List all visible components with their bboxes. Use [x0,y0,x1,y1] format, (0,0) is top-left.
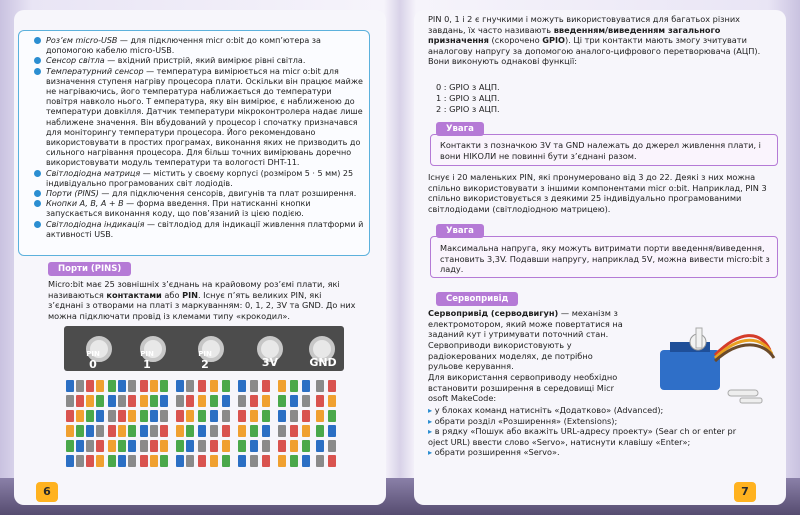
pin-function-chip [222,425,230,437]
pin-function-chip [176,395,184,407]
pin-function-chip [328,440,336,452]
list-item: Світлодіодна матриця — містить у своєму корпусі (розміром 5 · 5 мм) 25 індивідуально програмованих світ лодіодів. [34,169,364,189]
bullet-icon [34,190,41,197]
list-item: Роз’єм micro-USB — для підключення micr o:bit до комп’ютера за допомогою кабелю micro-USB. [34,36,364,56]
pin-function-chip [290,455,298,467]
pin-function-chip [128,395,136,407]
pin-function-chip [108,440,116,452]
pin-function-chip [210,380,218,392]
pin-function-chip [176,410,184,422]
small-pin-column [140,380,148,480]
pin-function-chip [160,425,168,437]
pin-function-chip [118,425,126,437]
pin-function-chip [150,395,158,407]
pin-function-chip [262,425,270,437]
pin-function-chip [328,425,336,437]
small-pin-column [198,380,206,480]
small-pin-column [290,380,298,480]
gpio-line: 2 : GPIO з АЦП. [436,104,500,114]
pin-function-chip [160,380,168,392]
pin-function-chip [118,440,126,452]
pin-function-chip [210,425,218,437]
pin-function-chip [128,455,136,467]
pin-function-chip [186,440,194,452]
pin-function-chip [250,425,258,437]
pin-function-chip [316,380,324,392]
pin-function-chip [140,425,148,437]
servo-section-tag: Сервопривід [436,292,518,306]
pin-function-chip [76,425,84,437]
small-pin-column [186,380,194,480]
pin-function-chip [278,440,286,452]
list-item: ▸ у блоках команд натисніть «Додатково» (Advanced); [428,405,664,415]
small-pin-column [238,380,246,480]
servo-usage: Сервоприводи використовують у радіокерованих моделях, де потрібно рульове керування. [428,340,593,372]
pin-function-chip [118,395,126,407]
pin-function-chip [278,380,286,392]
small-pin-column [76,380,84,480]
gpio-line: 0 : GPIO з АЦП. [436,82,500,92]
pin-function-chip [150,425,158,437]
pin-function-chip [118,380,126,392]
bullet-icon [34,37,41,44]
pin-function-chip [176,440,184,452]
pin-function-chip [278,410,286,422]
pin-function-chip [86,380,94,392]
pin-function-chip [66,425,74,437]
pin-function-chip [316,440,324,452]
pin-function-chip [316,410,324,422]
pin-function-chip [316,455,324,467]
pin-function-chip [176,455,184,467]
pin-function-chip [96,440,104,452]
pin-function-chip [128,440,136,452]
pin-function-chip [262,440,270,452]
pin-function-chip [96,425,104,437]
arrow-icon: ▸ [428,415,433,426]
pin-function-chip [238,440,246,452]
pin-function-chip [328,380,336,392]
pin-function-chip [186,425,194,437]
pin-function-chip [76,410,84,422]
arrow-icon: ▸ [428,426,433,437]
small-pin-column [150,380,158,480]
pin-function-chip [66,440,74,452]
pin-function-chip [86,410,94,422]
pin-function-chip [222,440,230,452]
pin-function-chip [118,455,126,467]
list-item: Сенсор світла — вхідний пристрій, який вимірює рівні світла. [34,56,364,66]
pin-function-chip [140,410,148,422]
pin-function-chip [198,410,206,422]
small-pin-column [250,380,258,480]
pin-function-chip [222,410,230,422]
pin-function-chip [222,455,230,467]
pin-function-chip [108,410,116,422]
pin-function-chip [86,440,94,452]
pin-function-chip [128,410,136,422]
pin-function-chip [160,395,168,407]
pin-function-chip [250,440,258,452]
page-number: 6 [36,482,58,502]
pin-function-chip [176,380,184,392]
gpio-line: 1 : GPIO з АЦП. [436,93,500,103]
bullet-icon [34,200,41,207]
pin-function-chip [86,425,94,437]
warning-tag: Увага [436,122,484,136]
pin-function-chip [290,440,298,452]
pin-function-chip [160,410,168,422]
pin-function-chip [86,395,94,407]
list-item: Температурний сенсор — температура вимірюється на micr o:bit для визначення ступеня нагріву процесора плати. Оскільки він працює майже не нагріваючись, його температура наближається до температури повітря навколо нього. Т емпература, яку він вимірює, є наближеною до температури довкілля. Датчик температури мікроконтролера надає лише наближене значення. Він вбудований у процесор і спочатку призначався для моніторингу температури процесора. Його рекомендовано використовувати в простих програмах, виконання яких не призводить до сильного нагрівання процесора. Для більш точних вимірювань доречно використовувати модуль температури та вологості DHT-11. [34,67,364,169]
list-item: Світлодіодна індикація — світлодіод для індикації живлення платформи й активності USB. [34,220,364,240]
bullet-icon [34,68,41,75]
bullet-icon [34,57,41,64]
list-item: Кнопки A, B, A + B — форма введення. При натисканні кнопки запускається виконання коду, що пов’язаний із цією подією. [34,199,364,219]
servo-motor-image [640,320,780,420]
pin-function-chip [316,395,324,407]
pin-function-chip [198,380,206,392]
pin-label: 0 [89,358,97,371]
pin-function-chip [198,455,206,467]
pin-function-chip [66,395,74,407]
arrow-icon: ▸ [428,405,433,415]
pin-function-chip [140,440,148,452]
small-pin-column [176,380,184,480]
pin-function-chip [160,440,168,452]
pin-function-chip [66,455,74,467]
pin-function-chip [108,455,116,467]
warning-text: Максимальна напруга, яку можуть витримати порти введення/виведення, становить 3,3V. Подавши напругу, наприклад 5V, можна вивести micro:bit з ладу. [440,243,770,275]
small-pin-column [302,380,310,480]
pin-function-chip [76,440,84,452]
pin-function-chip [108,395,116,407]
small-pin-column [160,380,168,480]
pin-function-chip [140,455,148,467]
pins-paragraph: Micro:bit має 25 зовнішніх з’єднань на крайовому роз’ємі плати, які називаються контактами або PIN. Існує п’ять великих PIN, які з’єднані з отворами на платі з маркуванням: 0, 1, 2, 3V та GND. До них можна підключати провід із клемами типу «крокодил». [48,279,356,321]
pin-label: 2 [201,358,209,371]
pin-function-chip [302,395,310,407]
pin-function-chip [316,425,324,437]
pin-label: GND [309,356,337,369]
small-pin-column [86,380,94,480]
list-item: Порти (PINS) — для підключення сенсорів, двигунів та плат розширення. [34,189,364,199]
servo-definition: Сервопривід (серводвигун) — механізм з електромотором, який може повертатися на заданий кут і утримувати поточний стан. [428,308,623,340]
pin-function-chip [118,410,126,422]
pin-function-chip [302,380,310,392]
pin-function-chip [238,455,246,467]
pin-function-chip [128,380,136,392]
arrow-icon: ▸ [428,447,433,458]
pin-function-chip [328,410,336,422]
pin-function-chip [328,395,336,407]
pin-function-chip [76,455,84,467]
pin-function-chip [76,395,84,407]
pin-function-chip [250,455,258,467]
small-pin-column [118,380,126,480]
pin-label: 1 [143,358,151,371]
pin-function-chip [186,455,194,467]
pin-function-chip [96,380,104,392]
pin-function-chip [150,440,158,452]
small-pin-column [316,380,324,480]
pin-function-chip [290,395,298,407]
pin-function-chip [66,410,74,422]
pin-function-chip [96,395,104,407]
pin-function-chip [238,410,246,422]
pin-function-chip [290,410,298,422]
warning-text: Контакти з позначкою 3V та GND належать до джерел живлення плати, і вони НІКОЛИ не повинні бути з’єднані разом. [440,140,761,161]
pin-function-chip [150,455,158,467]
page-number: 7 [734,482,756,502]
warning-tag: Увага [436,224,484,238]
pin-function-chip [262,380,270,392]
pin-function-chip [176,425,184,437]
pin-function-chip [150,380,158,392]
pin-function-chip [278,395,286,407]
small-pin-column [108,380,116,480]
pin-function-chip [150,410,158,422]
small-pin-column [210,380,218,480]
pin-function-chip [210,395,218,407]
pin-function-chip [160,455,168,467]
pin-function-chip [186,410,194,422]
pin-function-chip [210,410,218,422]
pin-function-chip [222,395,230,407]
pin-function-chip [140,395,148,407]
small-pin-column [222,380,230,480]
pin-function-chip [250,410,258,422]
small-pins-paragraph: Існує і 20 маленьких PIN, які пронумеровано від 3 до 22. Деякі з них можна спільно використовувати з іншими компонентами micr o:bit. Наприклад, PIN 3 спільно використовується з деякими 25 індивідуально програмованими світлодіодами (світлодіодною матрицею). [428,172,767,214]
pin-function-chip [238,380,246,392]
servo-install-intro: Для використання сервоприводу необхідно встановити розширення в середовищі Micr osoft MakeCode: [428,372,618,404]
pin-function-chip [238,395,246,407]
list-item: ▸ в рядку «Пошук або вкажіть URL-адресу проекту» (Sear ch or enter pr oject URL) ввести слово «Servo», натиснути клавішу «Enter»; [428,426,737,447]
pin-function-chip [250,380,258,392]
pin-label: PIN [86,350,100,358]
pin-label: PIN [140,350,154,358]
pin-function-chip [198,425,206,437]
pin-function-chip [278,455,286,467]
pin-function-chip [140,380,148,392]
pin-function-chip [328,455,336,467]
pin-function-chip [222,380,230,392]
small-pin-column [278,380,286,480]
pin-function-chip [96,410,104,422]
pin-label: 3V [261,356,279,369]
pin-function-chip [186,380,194,392]
gpio-intro-paragraph: PIN 0, 1 і 2 є гнучкими і можуть використовуватися для багатьох різних завдань, їх часто називають введенням/виведенням загального призначення (скорочено GPIO). Ці три контакти мають змогу зчитувати аналогову напругу за допомогою аналого-цифрового перетворювача (АЦП). Вони виконують однакові функції: [428,14,761,67]
pin-function-chip [186,395,194,407]
pin-function-chip [198,395,206,407]
pin-function-chip [302,440,310,452]
pin-function-chip [108,425,116,437]
pin-function-chip [262,395,270,407]
pin-function-chip [210,440,218,452]
pin-function-chip [210,455,218,467]
pin-function-chip [262,455,270,467]
pin-function-chip [290,425,298,437]
small-pin-column [262,380,270,480]
pin-function-chip [250,395,258,407]
small-pin-column [96,380,104,480]
pin-function-chip [128,425,136,437]
pin-function-chip [198,440,206,452]
list-item: ▸ обрати розширення «Servo». [428,447,560,458]
pin-function-chip [238,425,246,437]
pin-function-chip [302,425,310,437]
small-pin-column [128,380,136,480]
list-item: ▸ обрати розділ «Розширення» (Extensions); [428,415,618,426]
pin-function-chip [108,380,116,392]
pin-function-chip [86,455,94,467]
bullet-icon [34,170,41,177]
pin-function-chip [76,380,84,392]
components-list [34,36,364,240]
pin-function-chip [290,380,298,392]
pin-label: PIN [198,350,212,358]
pin-function-chip [302,455,310,467]
small-pin-column [66,380,74,480]
pins-section-tag: Порти (PINS) [48,262,131,276]
pin-function-chip [302,410,310,422]
bullet-icon [34,221,41,228]
small-pin-column [328,380,336,480]
pin-function-chip [66,380,74,392]
pin-function-chip [96,455,104,467]
pin-function-chip [262,410,270,422]
pin-function-chip [278,425,286,437]
